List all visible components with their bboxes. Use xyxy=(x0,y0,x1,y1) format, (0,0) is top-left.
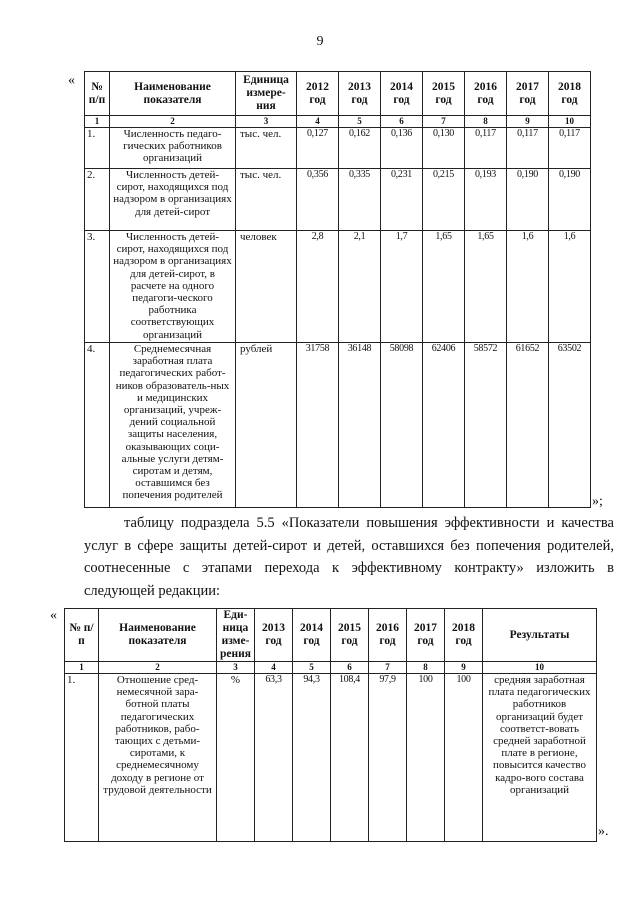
header-unit: Единица измере-ния xyxy=(236,72,297,116)
column-number: 3 xyxy=(236,116,297,128)
value-cell: 58098 xyxy=(381,343,423,508)
value-cell: 100 xyxy=(407,674,445,842)
value-cell: 1,65 xyxy=(465,231,507,343)
column-number: 4 xyxy=(255,662,293,674)
value-cell: 61652 xyxy=(507,343,549,508)
header-year: 2013 год xyxy=(339,72,381,116)
header-number: № п/п xyxy=(65,609,99,662)
value-cell: 2,1 xyxy=(339,231,381,343)
value-cell: 0,130 xyxy=(423,128,465,169)
table-row xyxy=(65,674,597,842)
unit-cell: тыс. чел. xyxy=(236,128,297,169)
column-number: 8 xyxy=(407,662,445,674)
table-row xyxy=(85,128,591,169)
header-year: 2017 год xyxy=(507,72,549,116)
closing-quote-mark: ». xyxy=(598,824,609,839)
header-results: Результаты xyxy=(483,609,597,662)
indicator-name: Численность детей-сирот, находящихся под надзором в организациях для детей-сирот xyxy=(110,169,236,231)
row-number: 3. xyxy=(85,231,110,343)
header-year: 2016 год xyxy=(465,72,507,116)
column-number: 5 xyxy=(339,116,381,128)
header-year: 2014 год xyxy=(381,72,423,116)
value-cell: 0,127 xyxy=(297,128,339,169)
column-number: 9 xyxy=(445,662,483,674)
efficiency-indicators-table xyxy=(64,608,597,842)
value-cell: 31758 xyxy=(297,343,339,508)
value-cell: 108,4 xyxy=(331,674,369,842)
column-number: 7 xyxy=(369,662,407,674)
body-paragraph: таблицу подраздела 5.5 «Показатели повышения эффективности и качества услуг в сфере защиты детей-сирот и детей, оставшихся без попечения родителей, соотнесенные с этапами перехода к эффективному контракту» изложить в следующей редакции: xyxy=(84,515,614,599)
value-cell: 0,117 xyxy=(465,128,507,169)
column-number-row xyxy=(85,116,591,128)
indicator-name: Численность детей-сирот, находящихся под надзором в организациях для детей-сирот, в расчете на одного педагоги-ческого работника соответствующих организаций xyxy=(110,231,236,343)
staff-indicators-table xyxy=(84,71,591,508)
column-number: 10 xyxy=(549,116,591,128)
value-cell: 97,9 xyxy=(369,674,407,842)
unit-cell: % xyxy=(217,674,255,842)
value-cell: 0,231 xyxy=(381,169,423,231)
row-number: 1. xyxy=(65,674,99,842)
table-row xyxy=(85,343,591,508)
indicator-name: Среднемесячная заработная плата педагогических работ-ников образователь-ных и медицинских организаций, учреж-дений социальной защиты населения, оказывающих соци-альные услуги детям-сиротам и детям, оставшимся без попечения родителей xyxy=(110,343,236,508)
column-number: 2 xyxy=(99,662,217,674)
value-cell: 0,193 xyxy=(465,169,507,231)
page-number: 9 xyxy=(316,34,324,49)
header-indicator-name: Наименование показателя xyxy=(99,609,217,662)
value-cell: 1,6 xyxy=(549,231,591,343)
table-header-row xyxy=(85,72,591,116)
header-year: 2015 год xyxy=(423,72,465,116)
header-indicator-name: Наименование показателя xyxy=(110,72,236,116)
value-cell: 2,8 xyxy=(297,231,339,343)
column-number: 4 xyxy=(297,116,339,128)
column-number: 1 xyxy=(65,662,99,674)
indicator-name: Численность педаго-гических работников организаций xyxy=(110,128,236,169)
indicator-name: Отношение сред-немесячной зара-ботной платы педагогических работников, рабо-тающих с детьми-сиротами, к среднемесячному доходу в регионе от трудовой деятельности xyxy=(99,674,217,842)
column-number: 9 xyxy=(507,116,549,128)
result-cell: средняя заработная плата педагогических работников организаций будет соответст-вовать средней заработной плате в регионе, повысится качество кадро-вого состава организаций xyxy=(483,674,597,842)
header-year: 2012 год xyxy=(297,72,339,116)
unit-cell: тыс. чел. xyxy=(236,169,297,231)
closing-quote-mark: »; xyxy=(592,494,603,509)
header-year: 2016 год xyxy=(369,609,407,662)
header-year: 2015 год xyxy=(331,609,369,662)
value-cell: 0,117 xyxy=(507,128,549,169)
header-number: № п/п xyxy=(85,72,110,116)
value-cell: 94,3 xyxy=(293,674,331,842)
opening-quote-mark: « xyxy=(50,608,57,623)
value-cell: 1,65 xyxy=(423,231,465,343)
row-number: 2. xyxy=(85,169,110,231)
header-year: 2014 год xyxy=(293,609,331,662)
value-cell: 36148 xyxy=(339,343,381,508)
header-year: 2017 год xyxy=(407,609,445,662)
row-number: 4. xyxy=(85,343,110,508)
column-number: 6 xyxy=(381,116,423,128)
column-number: 10 xyxy=(483,662,597,674)
table-row xyxy=(85,231,591,343)
column-number: 3 xyxy=(217,662,255,674)
column-number: 8 xyxy=(465,116,507,128)
value-cell: 58572 xyxy=(465,343,507,508)
table-row xyxy=(85,169,591,231)
column-number: 1 xyxy=(85,116,110,128)
column-number-row xyxy=(65,662,597,674)
value-cell: 0,162 xyxy=(339,128,381,169)
opening-quote-mark: « xyxy=(68,73,75,88)
column-number: 2 xyxy=(110,116,236,128)
value-cell: 0,335 xyxy=(339,169,381,231)
value-cell: 0,215 xyxy=(423,169,465,231)
value-cell: 1,6 xyxy=(507,231,549,343)
row-number: 1. xyxy=(85,128,110,169)
unit-cell: человек xyxy=(236,231,297,343)
header-year: 2018 год xyxy=(445,609,483,662)
column-number: 7 xyxy=(423,116,465,128)
value-cell: 0,356 xyxy=(297,169,339,231)
value-cell: 63502 xyxy=(549,343,591,508)
value-cell: 63,3 xyxy=(255,674,293,842)
unit-cell: рублей xyxy=(236,343,297,508)
value-cell: 1,7 xyxy=(381,231,423,343)
header-year: 2018 год xyxy=(549,72,591,116)
column-number: 6 xyxy=(331,662,369,674)
header-unit: Еди-ница изме-рения xyxy=(217,609,255,662)
value-cell: 0,190 xyxy=(549,169,591,231)
value-cell: 0,190 xyxy=(507,169,549,231)
value-cell: 0,136 xyxy=(381,128,423,169)
value-cell: 0,117 xyxy=(549,128,591,169)
value-cell: 100 xyxy=(445,674,483,842)
table-header-row xyxy=(65,609,597,662)
value-cell: 62406 xyxy=(423,343,465,508)
column-number: 5 xyxy=(293,662,331,674)
header-year: 2013 год xyxy=(255,609,293,662)
